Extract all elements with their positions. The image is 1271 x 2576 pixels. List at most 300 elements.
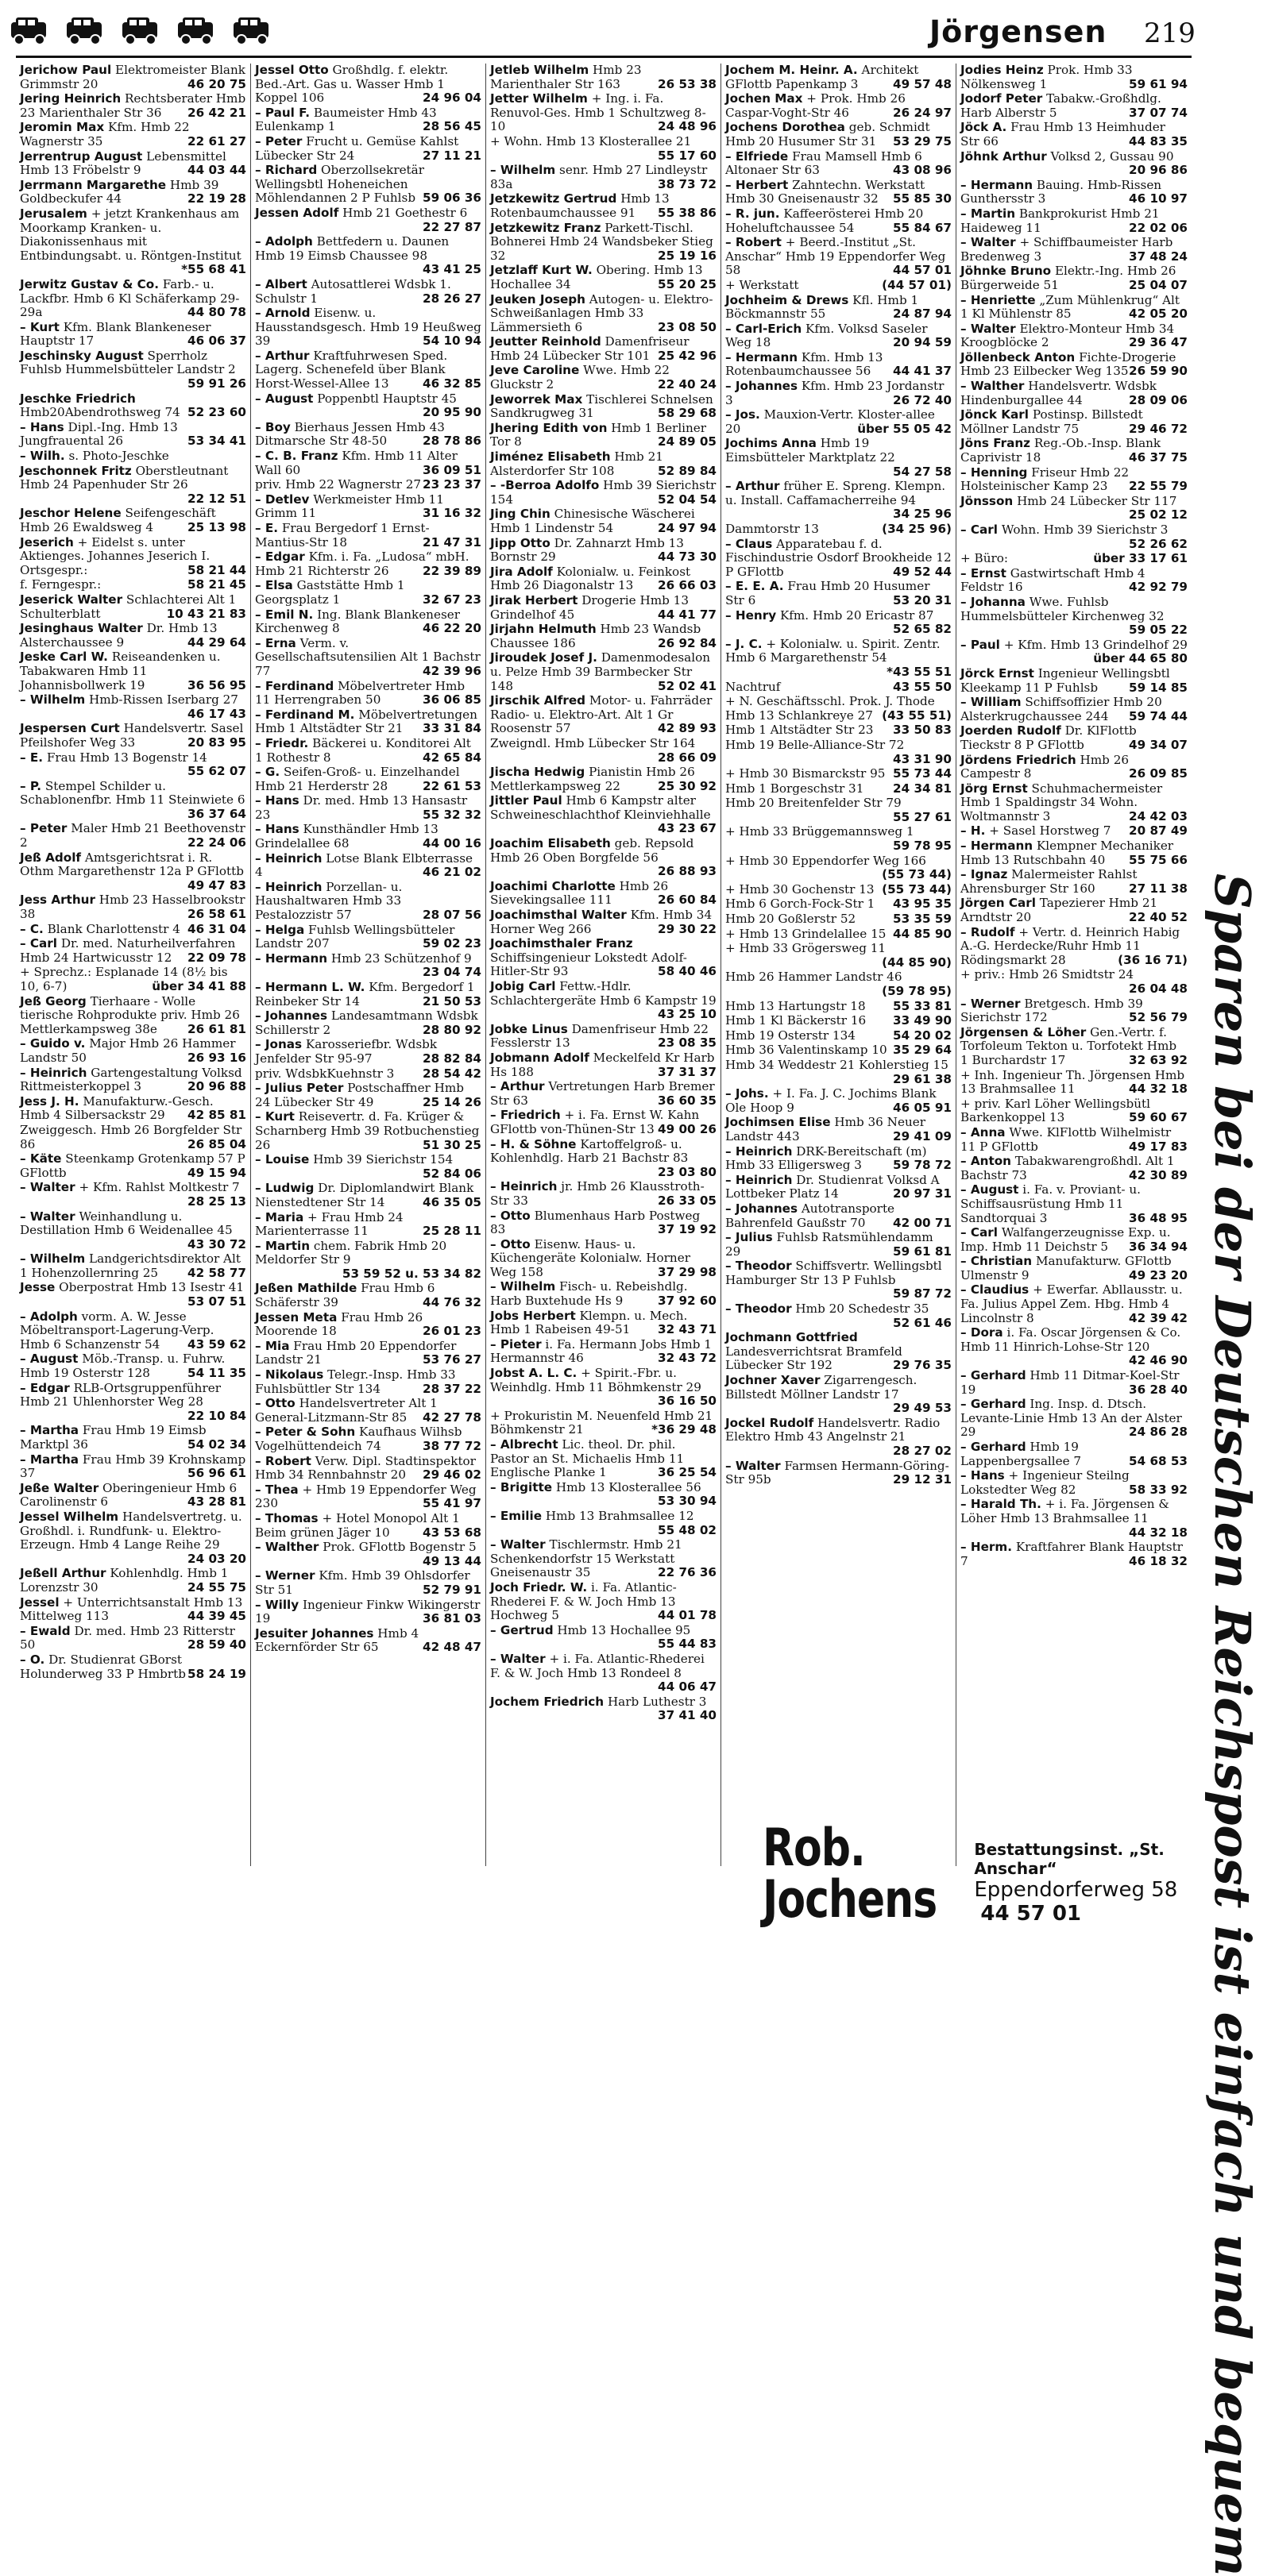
entry-details: Postschaffner Hmb 24 Lübecker Str 49 [255, 1081, 465, 1109]
directory-entry [20, 321, 246, 349]
entry-name: – Emil N. [255, 607, 314, 622]
entry-name: – Richard [255, 163, 318, 178]
entry-details: Baumeister Hmb 43 Eulenkamp 1 [255, 105, 437, 134]
entry-name: – Rudolf [960, 924, 1015, 939]
entry-name: – Walter [960, 235, 1016, 250]
entry-phone: 52 26 62 [1129, 536, 1188, 551]
entry-name: – Hermann L. W. [255, 980, 365, 994]
directory-entry [20, 1066, 246, 1094]
entry-details: Reiseandenken u. Tabakwaren Hmb 11 Johannisbollwerk 19 [20, 650, 221, 692]
entry-name: Jockel Rudolf [725, 1415, 814, 1430]
entry-name: Jöhnk Arthur [960, 148, 1047, 164]
entry-name: – Peter [255, 133, 303, 148]
entry-phone: 26 04 48 [1129, 981, 1188, 996]
directory-entry [20, 1567, 246, 1595]
entry-phone: 25 13 98 [187, 520, 246, 534]
entry-name: Jöhnke Bruno [960, 264, 1052, 279]
entry-name: Jeutter Reinhold [490, 334, 601, 349]
directory-entry [490, 92, 717, 134]
directory-entry [960, 380, 1188, 407]
entry-phone: 29 30 22 [658, 921, 717, 936]
entry-details: Kraftfuhrwesen Sped. Lagerg. Schenefeld über Blank Horst-Wessel-Allee 13 [255, 348, 448, 391]
ad-details [974, 1840, 1192, 1926]
entry-details: Dr. Studienrat Volksd A Lottbeker Platz 14 [725, 1172, 940, 1201]
directory-entry [960, 596, 1188, 638]
entry-details: Frau Hmb 39 Krohnskamp 37 [20, 1452, 246, 1481]
entry-phone: 44 00 16 [423, 836, 481, 851]
directory-entry [255, 1311, 481, 1339]
entry-details: + Hmb 13 Grindelallee 15 [725, 926, 887, 941]
entry-details: Tischlerei Schnelsen Sandkrugweg 31 [490, 391, 713, 421]
entry-details: Wwe. KlFlottb Wilhelmistr 11 P GFlottb [960, 1124, 1172, 1154]
entry-name: – Ludwig [255, 1181, 315, 1196]
entry-phone: 52 84 06 [423, 1166, 481, 1181]
entry-details: Fuhlsb Wellingsbütteler Landstr 207 [255, 922, 455, 951]
entry-details: Verm. v. Gesellschaftsutensilien Alt 1 Bachstr 77 [255, 635, 481, 678]
entry-name: – Henry [725, 607, 777, 623]
entry-details: + Schiffbaumeister Harb Bredenweg 3 [960, 235, 1173, 264]
entry-name: Jering Heinrich [20, 91, 122, 106]
directory-entry [20, 650, 246, 692]
entry-details: Tabakwarengroßhdl. Alt 1 Bachstr 73 [960, 1154, 1175, 1182]
entry-name: – Gertrud [490, 1622, 554, 1637]
entry-details: Apparatebau f. d. Fischindustrie Osdorf Brookheide 12 P GFlottb [725, 536, 952, 579]
entry-phone: 44 01 78 [658, 1608, 717, 1623]
entry-name: – Detlev [255, 492, 310, 507]
entry-phone: 28 25 13 [187, 1194, 246, 1209]
entry-name: – Otto [490, 1236, 531, 1251]
directory-entry [490, 222, 717, 264]
entry-details: Kaufhaus Wilhsb Vogelhüttendeich 74 [255, 1425, 462, 1453]
entry-phone: über 33 17 61 [1093, 551, 1188, 566]
entry-name: – Edgar [255, 550, 305, 565]
entry-phone: 22 61 53 [423, 778, 481, 793]
entry-phone: 59 05 22 [1129, 623, 1188, 638]
entry-details: Hmb 26 Hammer Landstr 46 [725, 970, 902, 985]
entry-phone: 52 04 54 [658, 492, 717, 507]
directory-entry [490, 1581, 717, 1623]
entry-name: – Willy [255, 1597, 299, 1612]
entry-name: Joch Friedr. W. [490, 1579, 588, 1595]
entry-phone: 24 87 94 [893, 307, 952, 322]
entry-name: – Henning [960, 465, 1028, 480]
entry-phone: 55 41 97 [423, 1496, 481, 1511]
entry-details: Kfm. i. Fa. „Ludosa“ mbH. Hmb 21 Richterstr 26 [255, 550, 469, 578]
entry-phone: 20 94 59 [893, 335, 952, 350]
entry-details: Hmb 19 Eimsbütteler Marktplatz 22 [725, 436, 895, 465]
entry-name: Jerusalem [20, 206, 87, 221]
directory-entry [20, 1210, 246, 1252]
entry-name: – Walter [20, 1209, 75, 1224]
entry-phone: 10 43 21 83 [166, 606, 246, 621]
entry-phone: 44 39 45 [187, 1609, 246, 1624]
entry-phone: 34 25 96 [893, 507, 952, 522]
entry-details: Rechtsberater Hmb 23 Marienthaler Str 36 [20, 91, 246, 120]
entry-name: – C. [20, 921, 44, 936]
entry-name: Jochheim & Drews [725, 292, 849, 307]
entry-details: + Ing. i. Fa. Renuvol-Ges. Hmb 1 Schultzweg 8-10 [490, 91, 706, 134]
entry-phone: 29 49 53 [893, 1401, 952, 1416]
entry-name: – Theodor [725, 1301, 792, 1317]
entry-phone: 42 39 42 [1129, 1310, 1188, 1325]
directory-entry [725, 480, 952, 522]
directory-entry [960, 1283, 1188, 1325]
directory-entry [255, 392, 481, 420]
entry-phone: über 44 65 80 [1093, 651, 1188, 666]
directory-entry [20, 1095, 246, 1123]
entry-phone: 26 53 38 [658, 76, 717, 91]
entry-details: Autotransporte Bahrenfeld Gaußstr 70 [725, 1201, 895, 1230]
entry-details: Kfm. Hmb 20 Ericastr 87 [779, 607, 934, 623]
entry-details: Damenfriseur Hmb 24 Lübecker Str 101 [490, 334, 690, 363]
entry-phone: 26 85 04 [187, 1136, 246, 1151]
directory-entry [255, 680, 481, 708]
entry-phone: 25 14 26 [423, 1094, 481, 1109]
entry-details: Seifengeschäft Hmb 26 Ewaldsweg 4 [20, 506, 216, 534]
entry-name: – Walther [255, 1540, 319, 1555]
entry-phone: 32 43 71 [658, 1322, 717, 1337]
entry-details: Hmb 4 Eckernförder Str 65 [255, 1625, 419, 1655]
entry-phone: 42 48 47 [423, 1640, 481, 1655]
entry-name: Jeve Caroline [490, 363, 580, 378]
entry-details: Frau Hmb 20 Husumer Str 6 [725, 579, 930, 607]
entry-details: + Inh. Ingenieur Th. Jörgensen Hmb 13 Brahmsallee 11 [960, 1067, 1185, 1097]
entry-phone: (36 16 71) [1118, 952, 1188, 967]
entry-name: – Friedr. [255, 735, 309, 750]
directory-entry [490, 164, 717, 191]
entry-details: Möb.-Transp. u. Fuhrw. Hmb 19 Osterstr 128 [20, 1352, 226, 1381]
directory-entry [960, 92, 1188, 120]
directory-entry [960, 1326, 1188, 1368]
directory-entry [725, 782, 952, 796]
entry-details: Dr. Diplomlandwirt Blank Nienstedtener Str 14 [255, 1181, 474, 1209]
entry-details: Bankprokurist Hmb 21 Haideweg 11 [960, 206, 1160, 235]
entry-phone: 42 05 20 [1129, 307, 1188, 322]
entry-phone: 28 26 27 [423, 291, 481, 306]
directory-entry [20, 1310, 246, 1352]
entry-details: Kfm. Hmb 22 Wagnerstr 35 [20, 120, 190, 148]
entry-name: – Pieter [490, 1336, 542, 1352]
entry-details: Hmb 39 Goldbeckufer 44 [20, 177, 219, 206]
entry-name: – Elfriede [725, 148, 789, 164]
entry-phone: 21 50 53 [423, 993, 481, 1008]
directory-entry [490, 565, 717, 593]
directory-entry [490, 1309, 717, 1337]
entry-name: Jochimsen Elise [725, 1115, 831, 1130]
entry-details: Friseur Hmb 22 Holsteinischer Kamp 23 [960, 465, 1130, 494]
entry-name: – Hermann [960, 177, 1033, 192]
directory-entry [255, 349, 481, 391]
entry-name: Jirak Herbert [490, 592, 578, 607]
entry-phone: 31 16 32 [423, 506, 481, 521]
entry-phone: 24 34 81 [893, 781, 952, 796]
entry-name: – Hans [255, 822, 299, 837]
entry-details: Bettfedern u. Daunen Hmb 19 Eimsb Chaussee 98 [255, 234, 450, 263]
directory-entry [255, 579, 481, 607]
entry-phone: 54 27 58 [893, 464, 952, 479]
directory-entry [255, 1397, 481, 1425]
directory-entry [725, 322, 952, 350]
entry-details: i. Fa. Hermann Jobs Hmb 1 Hermannstr 46 [490, 1336, 712, 1366]
directory-column [486, 64, 721, 1866]
entry-details: Major Hmb 26 Hammer Landstr 50 [20, 1036, 236, 1065]
entry-name: – Walter [725, 1458, 781, 1473]
entry-details: Schiffsvertr. Wellingsbtl Hamburger Str 13 P Fuhlsb [725, 1259, 942, 1287]
directory-entry [20, 751, 246, 779]
entry-details: Hmb 20 Goßlerstr 52 [725, 912, 856, 927]
entry-details: i. Fa. Oscar Jörgensen & Co. Hmb 11 Hinrich-Lohse-Str 120 [960, 1325, 1181, 1354]
entry-details: Gaststätte Hmb 1 Georgsplatz 1 [255, 578, 405, 607]
directory-entry [20, 92, 246, 120]
directory-entry [725, 897, 952, 912]
directory-entry [490, 1695, 717, 1723]
entry-phone: 25 28 11 [423, 1224, 481, 1239]
entry-details: Hmb 1 Borgeschstr 31 [725, 781, 864, 796]
entry-name: – Carl-Erich [725, 321, 802, 336]
entry-name: Jeserich [20, 534, 74, 550]
entry-phone: 24 89 05 [658, 434, 717, 449]
entry-phone: 53 29 75 [893, 133, 952, 148]
entry-phone: 23 04 74 [423, 965, 481, 980]
entry-phone: 46 31 04 [187, 921, 246, 936]
entry-name: – Ernst [960, 565, 1006, 580]
entry-phone: 28 09 06 [1129, 392, 1188, 407]
entry-details: Landgerichtsdirektor Alt 1 Hohenzollernring 25 [20, 1251, 241, 1280]
directory-entry [725, 767, 952, 781]
entry-details: senr. Hmb 27 Lindleystr 83a [490, 163, 708, 191]
entry-phone: 25 42 96 [658, 348, 717, 363]
entry-name: – Friedrich [490, 1108, 561, 1123]
directory-entry [725, 638, 952, 680]
entry-name: Jessen Adolf [255, 205, 339, 220]
entry-details: Hmb 19 Belle-Alliance-Str 72 [725, 737, 905, 752]
entry-phone: 43 30 72 [187, 1236, 246, 1251]
directory-entry [255, 235, 481, 277]
entry-phone: 55 20 25 [658, 276, 717, 291]
entry-details: Großhdlg. f. elektr. Bed.-Art. Gas u. Wasser Hmb 1 Koppel 106 [255, 64, 449, 106]
directory-entry [255, 278, 481, 306]
entry-phone: 55 73 44 [893, 766, 952, 781]
entry-details: + jetzt Krankenhaus am Moorkamp Kranken- u. Diakonissenhaus mit Entbindungsabt. u. Röntgen-Institut [20, 206, 241, 263]
entry-details: Fichte-Drogerie Hmb 23 Eilbecker Weg 135 [960, 349, 1176, 379]
directory-entry [725, 380, 952, 407]
entry-phone: 28 56 45 [423, 119, 481, 134]
directory-entry [490, 1624, 717, 1652]
directory-entry [255, 1541, 481, 1568]
directory-entry [490, 880, 717, 908]
entry-name: Jetzkewitz Franz [490, 220, 601, 235]
entry-details: Kolonialw. u. Feinkost Hmb 26 Diagonalstr 13 [490, 564, 691, 593]
entry-details: Blank Charlottenstr 4 [47, 921, 180, 936]
directory-entry [255, 637, 481, 679]
entry-name: – William [960, 695, 1022, 710]
ad-business-type: Bestattungsinst. „St. Anschar“ [974, 1840, 1165, 1878]
entry-details: Hmb 1 Altstädter Str 23 [725, 723, 874, 738]
directory-entry [490, 135, 717, 163]
entry-name: Jeworrek Max [490, 391, 583, 407]
entry-phone: 52 23 60 [187, 405, 246, 420]
directory-entry [20, 780, 246, 822]
directory-entry [255, 852, 481, 880]
entry-details: Eisenw. Haus- u. Küchengeräte Kolonialw. Horner Weg 158 [490, 1236, 690, 1279]
entry-name: Jobke Linus [490, 1021, 568, 1036]
directory-entry [960, 1155, 1188, 1182]
directory-entry [490, 1538, 717, 1580]
directory-entry [725, 351, 952, 379]
directory-entry [490, 980, 717, 1022]
entry-phone: 22 02 06 [1129, 220, 1188, 235]
directory-entry [960, 322, 1188, 350]
entry-phone: 35 29 64 [893, 1043, 952, 1058]
directory-entry [255, 1082, 481, 1109]
directory-entry [725, 1417, 952, 1459]
entry-name: Jetzkewitz Gertrud [490, 191, 617, 206]
directory-entry [725, 1014, 952, 1028]
entry-name: Jeske Carl W. [20, 650, 108, 665]
directory-columns [16, 64, 1192, 1866]
entry-name: – Guido v. [20, 1036, 86, 1051]
entry-phone: 59 60 67 [1129, 1110, 1188, 1125]
entry-details: Lebensmittel Hmb 13 Fröbelstr 9 [20, 148, 226, 178]
entry-details: + Ewerfar. Abllausstr. u. Fa. Julius Appel Zem. Hbg. Hmb 4 Lincolnstr 8 [960, 1282, 1183, 1325]
entry-name: Jerrmann Margarethe [20, 177, 167, 192]
entry-name: – August [255, 391, 314, 406]
entry-phone: 29 12 31 [893, 1472, 952, 1487]
directory-entry [725, 1259, 952, 1301]
entry-phone: 37 48 24 [1129, 249, 1188, 264]
entry-phone: 38 73 72 [658, 176, 717, 191]
directory-entry [960, 1097, 1188, 1125]
directory-entry [255, 1425, 481, 1453]
entry-name: Jessel [20, 1595, 60, 1610]
entry-details: Ing. Insp. d. Dtsch. Levante-Linie Hmb 13 An der Alster 29 [960, 1397, 1182, 1440]
entry-phone: 58 21 44 [187, 562, 246, 577]
entry-phone: 26 66 03 [658, 578, 717, 593]
entry-details: Zigarrengesch. Billstedt Möllner Landstr 17 [725, 1373, 918, 1402]
entry-details: Architekt GFlottb Papenkamp 3 [725, 64, 919, 91]
directory-entry [20, 465, 246, 507]
entry-details: + Sprechz.: Esplanade 14 (8½ bis 10, 6-7) [20, 965, 228, 993]
entry-name: – Heinrich [725, 1143, 793, 1159]
directory-entry [490, 765, 717, 793]
entry-phone: 42 92 79 [1129, 580, 1188, 595]
entry-details: Kfm. Hmb 13 Rotenbaumchaussee 56 [725, 349, 883, 379]
entry-details: Kaffeerösterei Hmb 20 Hoheluftchaussee 54 [725, 206, 924, 235]
entry-name: Jobst A. L. C. [490, 1366, 578, 1381]
entry-name: Jörck Ernst [960, 665, 1034, 681]
entry-details: Lic. theol. Dr. phil. Pastor an St. Michaelis Hmb 11 Englische Planke 1 [490, 1437, 685, 1480]
entry-details: s. Photo-Jeschke [68, 449, 169, 464]
entry-details: Bauing. Hmb-Rissen Gunthersstr 3 [960, 177, 1162, 206]
entry-phone: 28 59 40 [187, 1637, 246, 1652]
directory-entry [20, 449, 246, 464]
entry-phone: über 55 05 42 [857, 421, 952, 436]
entry-name: – Hans [20, 419, 64, 434]
entry-details: Kfm. Volksd Saseler Weg 18 [725, 321, 928, 350]
entry-name: – Gerhard [960, 1440, 1026, 1454]
entry-phone: 43 41 25 [423, 262, 481, 277]
directory-entry [490, 1409, 717, 1437]
entry-name: – Ewald [20, 1623, 71, 1638]
entry-name: – Arnold [255, 306, 311, 321]
entry-name: Jochem M. Heinr. A. [725, 64, 858, 77]
entry-details: Dr. med. Hmb 23 Ritterstr 50 [20, 1623, 235, 1652]
entry-details: Hmb 34 Weddestr 21 Kohlerstieg 15 [725, 1057, 948, 1072]
entry-details: vorm. A. W. Jesse Möbeltransport-Lagerung-Verp. Hmb 6 Schanzenstr 54 [20, 1309, 214, 1352]
entry-details: Handelsvertretg. u. Großhdl. i. Rundfunk- u. Elektro-Erzeugn. Hmb 4 Lange Reihe 29 [20, 1509, 242, 1552]
entry-name: – Johanna [960, 594, 1026, 609]
entry-name: Jeschke Friedrich [20, 391, 136, 406]
entry-name: Jodies Heinz [960, 64, 1044, 77]
directory-entry [725, 723, 952, 738]
entry-name: – Walter [490, 1651, 546, 1666]
directory-entry [490, 694, 717, 736]
entry-details: Hmb 6 Gorch-Fock-Str 1 [725, 897, 875, 912]
entry-phone: 32 43 72 [658, 1351, 717, 1366]
entry-name: – Martha [20, 1423, 79, 1438]
entry-name: Jetter Wilhelm [490, 91, 588, 106]
entry-details: Werkmeister Hmb 11 Grimm 11 [255, 492, 444, 521]
directory-entry [255, 493, 481, 521]
entry-details: Chinesische Wäscherei Hmb 1 Lindenstr 54 [490, 507, 695, 535]
directory-entry [725, 1174, 952, 1201]
entry-name: – Johannes [725, 379, 798, 394]
entry-name: Jhering Edith von [490, 420, 608, 435]
entry-phone: 43 95 35 [893, 897, 952, 912]
entry-name: Jing Chin [490, 507, 551, 522]
entry-phone: 22 19 28 [187, 191, 246, 206]
entry-phone: 36 48 95 [1129, 1210, 1188, 1225]
entry-phone: 27 11 38 [1129, 881, 1188, 896]
entry-phone: 22 12 51 [187, 491, 246, 506]
entry-details: Kartoffelgroß- u. Kohlenhdlg. Harb 21 Bachstr 83 [490, 1136, 689, 1166]
entry-details: Poppenbtl Hauptstr 45 [317, 391, 457, 406]
entry-name: – Louise [255, 1152, 310, 1167]
entry-details: Mauxion-Vertr. Kloster-allee 20 [725, 407, 935, 436]
directory-entry [960, 523, 1188, 551]
directory-entry [20, 1124, 246, 1151]
entry-phone: 42 27 78 [423, 1409, 481, 1425]
directory-entry [725, 883, 952, 897]
entry-phone: 59 87 72 [893, 1286, 952, 1301]
entry-phone: 22 61 27 [187, 133, 246, 148]
directory-entry [490, 837, 717, 879]
entry-phone: 52 89 84 [658, 463, 717, 478]
entry-name: – Ignaz [960, 867, 1008, 882]
entry-phone: 24 48 96 [658, 119, 717, 134]
directory-entry [960, 1398, 1188, 1440]
directory-entry [725, 538, 952, 580]
entry-phone: 44 83 35 [1129, 133, 1188, 148]
entry-phone: 55 38 86 [658, 205, 717, 220]
entry-phone: 49 47 83 [187, 877, 246, 893]
directory-entry [255, 952, 481, 980]
entry-name: Jönsson [960, 493, 1014, 508]
entry-phone: 37 31 37 [658, 1064, 717, 1079]
directory-entry [960, 150, 1188, 178]
entry-phone: 26 01 23 [423, 1324, 481, 1339]
entry-name: – Martin [960, 206, 1016, 221]
directory-entry [20, 1596, 246, 1624]
directory-entry [20, 207, 246, 277]
entry-name: Jönck Karl [960, 407, 1030, 422]
directory-entry [490, 1510, 717, 1537]
entry-phone: 36 34 94 [1129, 1239, 1188, 1254]
entry-phone: 59 14 85 [1129, 680, 1188, 695]
entry-details: Hmb 26 Campestr 8 [960, 752, 1130, 781]
directory-entry [725, 1029, 952, 1043]
directory-entry [960, 294, 1188, 322]
